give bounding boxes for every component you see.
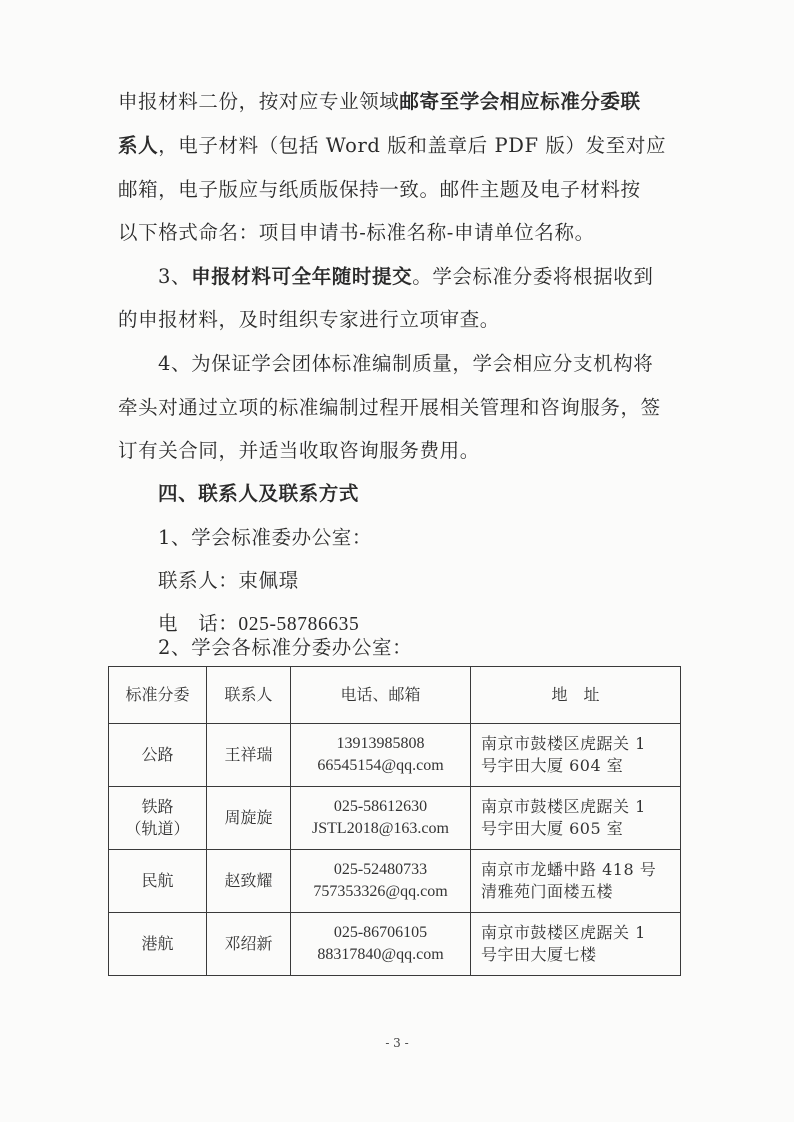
table-header-row [109, 667, 681, 724]
paragraph-line [118, 87, 688, 117]
phone-value: 025-52480733 [333, 861, 428, 878]
text-run: ，电子材料（包括 Word 版和盖章后 PDF 版）发至对应 [158, 134, 667, 157]
email-value: 757353326@qq.com [313, 883, 448, 900]
paragraph-line: 牵头对通过立项的标准编制过程开展相关管理和咨询服务，签 [118, 396, 661, 419]
person-cell: 赵致耀 [207, 850, 291, 913]
paragraph-line [158, 262, 728, 292]
table-row [109, 787, 681, 850]
column-header: 地 址 [471, 667, 681, 724]
contacts-table [108, 666, 681, 976]
table-row [109, 724, 681, 787]
list-item: 2、学会各标准分委办公室： [158, 636, 413, 659]
committee-cell: 港航 [109, 913, 207, 976]
list-item: 1、学会标准委办公室： [158, 526, 373, 549]
table-row [109, 850, 681, 913]
emphasis-text: 系人 [118, 134, 159, 157]
text-run: 3、 [158, 265, 192, 288]
phone-value: 025-58612630 [333, 798, 428, 815]
column-header: 标准分委 [109, 667, 207, 724]
paragraph-line: 4、为保证学会团体标准编制质量，学会相应分支机构将 [158, 352, 654, 375]
contact-cell [291, 724, 471, 787]
address-cell: 南京市鼓楼区虎踞关 1 号宇田大厦 605 室 [471, 787, 681, 850]
paragraph-line [118, 131, 688, 161]
contact-person: 联系人：束佩璟 [158, 569, 299, 592]
phone-value: 025-86706105 [333, 924, 428, 941]
contact-cell [291, 850, 471, 913]
phone-label: 电 话： [158, 612, 239, 635]
email-value: JSTL2018@163.com [312, 820, 449, 837]
email-value: 88317840@qq.com [317, 946, 444, 963]
paragraph-line: 的申报材料，及时组织专家进行立项审查。 [118, 308, 500, 331]
committee-cell: 铁路 （轨道） [109, 787, 207, 850]
person-cell: 王祥瑞 [207, 724, 291, 787]
table-row [109, 913, 681, 976]
committee-cell: 公路 [109, 724, 207, 787]
phone-number: 025-58786635 [238, 614, 360, 635]
section-heading: 四、联系人及联系方式 [158, 482, 360, 505]
column-header: 电话、邮箱 [291, 667, 471, 724]
contact-cell [291, 787, 471, 850]
emphasis-text: 邮寄至学会相应标准分委联 [399, 90, 641, 113]
person-cell: 周旋旋 [207, 787, 291, 850]
address-cell: 南京市龙蟠中路 418 号 清雅苑门面楼五楼 [471, 850, 681, 913]
committee-cell: 民航 [109, 850, 207, 913]
address-cell: 南京市鼓楼区虎踞关 1 号宇田大厦七楼 [471, 913, 681, 976]
text-run: 。学会标准分委将根据收到 [412, 265, 654, 288]
paragraph-line: 邮箱，电子版应与纸质版保持一致。邮件主题及电子材料按 [118, 178, 641, 201]
address-cell: 南京市鼓楼区虎踞关 1 号宇田大厦 604 室 [471, 724, 681, 787]
column-header: 联系人 [207, 667, 291, 724]
page-number: - 3 - [385, 1036, 409, 1050]
person-cell: 邓绍新 [207, 913, 291, 976]
contact-cell [291, 913, 471, 976]
emphasis-text: 申报材料可全年随时提交 [191, 265, 413, 288]
text-run: 申报材料二份，按对应专业领域 [118, 90, 400, 113]
paragraph-line: 订有关合同，并适当收取咨询服务费用。 [118, 439, 480, 462]
paragraph-line: 以下格式命名：项目申请书-标准名称-申请单位名称。 [118, 221, 595, 244]
email-value: 66545154@qq.com [317, 757, 444, 774]
phone-value: 13913985808 [336, 735, 425, 752]
